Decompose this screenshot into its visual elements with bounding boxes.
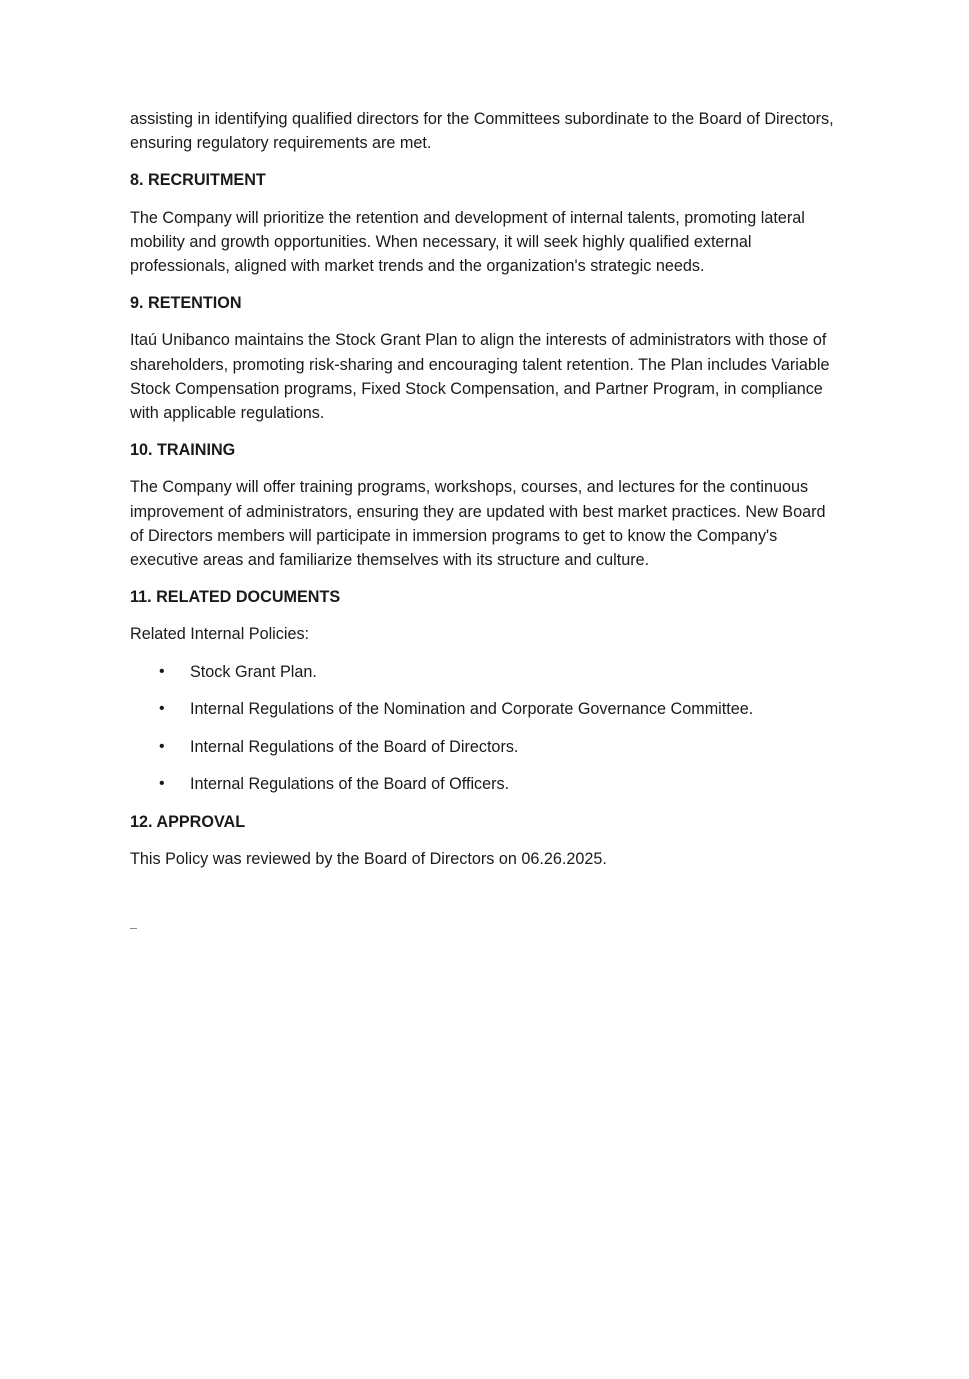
list-item xyxy=(130,697,842,721)
bullet-icon: • xyxy=(159,737,165,755)
intro-paragraph: assisting in identifying qualified directors for the Committees subordinate to the Board of Directors, ensuring regulatory requirements are met. xyxy=(130,110,834,153)
bullet-icon: • xyxy=(159,662,165,680)
related-documents-list xyxy=(130,660,842,797)
section-heading-training: 10. TRAINING xyxy=(130,441,236,460)
section-training xyxy=(130,438,842,572)
list-item-text: Internal Regulations of the Board of Officers. xyxy=(190,775,510,794)
list-item xyxy=(130,772,842,796)
section-body-related-documents: Related Internal Policies: xyxy=(130,625,310,644)
list-item xyxy=(130,735,842,759)
list-item-text: Internal Regulations of the Board of Directors. xyxy=(190,737,519,756)
text-cursor-mark xyxy=(130,928,137,929)
section-retention xyxy=(130,291,842,425)
document-page xyxy=(130,107,842,884)
list-item-text: Internal Regulations of the Nomination and Corporate Governance Committee. xyxy=(190,700,754,719)
list-item-text: Stock Grant Plan. xyxy=(190,662,317,681)
section-body-retention: Itaú Unibanco maintains the Stock Grant Plan to align the interests of administrators with those of shareholders, promoting risk-sharing and encouraging talent retention. The Plan includes Variable Stock Compensation programs, Fixed Stock Compensation, and Partner Program, in compliance with applicable regulations. xyxy=(130,331,830,423)
section-heading-retention: 9. RETENTION xyxy=(130,294,242,313)
section-approval xyxy=(130,810,842,871)
section-heading-approval: 12. APPROVAL xyxy=(130,813,246,832)
bullet-icon: • xyxy=(159,700,165,718)
section-recruitment xyxy=(130,168,842,278)
section-heading-recruitment: 8. RECRUITMENT xyxy=(130,171,266,190)
list-item xyxy=(130,660,842,684)
section-body-approval: This Policy was reviewed by the Board of Directors on 06.26.2025. xyxy=(130,850,607,869)
bullet-icon: • xyxy=(159,775,165,793)
section-related-documents xyxy=(130,585,842,796)
section-body-training: The Company will offer training programs, workshops, courses, and lectures for the continuous improvement of administrators, ensuring they are updated with best market practices. New Board of Directors members will participate in immersion programs to get to know the Company's executive areas and familiarize themselves with its structure and culture. xyxy=(130,478,826,570)
section-heading-related-documents: 11. RELATED DOCUMENTS xyxy=(130,588,341,607)
section-body-recruitment: The Company will prioritize the retention and development of internal talents, promoting lateral mobility and growth opportunities. When necessary, it will seek highly qualified external professionals, aligned with market trends and the organization's strategic needs. xyxy=(130,208,805,276)
